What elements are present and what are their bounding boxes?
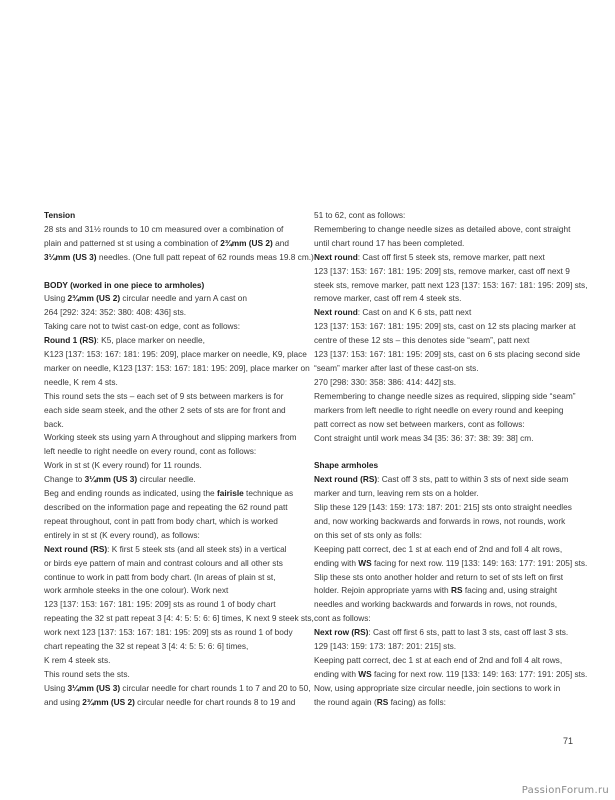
text-line: Now, using appropriate size circular needle, join sections to work in (314, 682, 561, 693)
text-line: 270 [298: 330: 358: 386: 414: 442] sts. (314, 376, 457, 387)
text-line: Next round: Cast on and K 6 sts, patt next (314, 307, 472, 318)
text-line: Slip these sts onto another holder and return to set of sts left on first (314, 571, 564, 582)
text-line: cont as follows: (314, 613, 371, 624)
text-line: Keeping patt correct, dec 1 st at each end of 2nd and foll 4 alt rows, (314, 543, 563, 554)
text-line: continue to work in patt from body chart. (In areas of plain st st, (44, 571, 276, 582)
text-line: Next round (RS): K first 5 steek sts (and all steek sts) in a vertical (44, 543, 287, 554)
text-line: 28 sts and 31½ rounds to 10 cm measured over a combination of (44, 223, 284, 234)
text-line: Remembering to change needle sizes as detailed above, cont straight (314, 223, 571, 234)
text-line: Using 3¼mm (US 3) circular needle for chart rounds 1 to 7 and 20 to 50, (44, 682, 311, 693)
text-line: Change to 3¼mm (US 3) circular needle. (44, 474, 196, 485)
text-line: Taking care not to twist cast-on edge, cont as follows: (44, 321, 240, 332)
text-line: K123 [137: 153: 167: 181: 195: 209], place marker on needle, K9, place (44, 349, 307, 360)
text-line: Next row (RS): Cast off first 6 sts, patt to last 3 sts, cast off last 3 sts. (314, 627, 569, 638)
text-line: each side seam steek, and the other 2 sets of sts are for front and (44, 404, 286, 415)
text-line: This round sets the sts – each set of 9 sts between markers is for (44, 390, 284, 401)
text-line: or birds eye pattern of main and contrast colours and all other sts (44, 557, 283, 568)
shape-armholes-heading: Shape armholes (314, 460, 379, 471)
text-line: ending with WS facing for next row. 119 [133: 149: 163: 177: 191: 205] sts. (314, 557, 588, 568)
text-line: 123 [137: 153: 167: 181: 195: 209] sts, cast on 6 sts placing second side (314, 349, 581, 360)
text-line: work armhole steeks in the one colour). Work next (44, 585, 229, 596)
text-line: steek sts, remove marker, patt next 123 [137: 153: 167: 181: 195: 209] sts, (314, 279, 588, 290)
text-line: ending with WS facing for next row. 119 [133: 149: 163: 177: 191: 205] sts. (314, 668, 588, 679)
left-column (44, 209, 314, 710)
text-line: K rem 4 steek sts. (44, 654, 111, 665)
text-line: markers from left needle to right needle on every round and keeping (314, 404, 564, 415)
text-line: and using 2¾mm (US 2) circular needle for chart rounds 8 to 19 and (44, 696, 296, 707)
text-line: needle, K rem 4 sts. (44, 376, 118, 387)
text-line: Using 2¾mm (US 2) circular needle and yarn A cast on (44, 293, 247, 304)
body-heading: BODY (worked in one piece to armholes) (44, 279, 205, 290)
text-line: 264 [292: 324: 352: 380: 408: 436] sts. (44, 307, 187, 318)
text-line: holder. Rejoin appropriate yarns with RS facing and, using straight (314, 585, 558, 596)
text-line: plain and patterned st st using a combination of 2¾mm (US 2) and (44, 237, 289, 248)
text-line: Cont straight until work meas 34 [35: 36: 37: 38: 39: 38] cm. (314, 432, 534, 443)
text-line: marker and turn, leaving rem sts on a holder. (314, 488, 479, 499)
text-line: until chart round 17 has been completed. (314, 237, 465, 248)
text-line: 51 to 62, cont as follows: (314, 210, 406, 220)
text-line: Keeping patt correct, dec 1 st at each end of 2nd and foll 4 alt rows, (314, 654, 563, 665)
tension-heading: Tension (44, 210, 76, 220)
watermark: PassionForum.ru (521, 785, 609, 796)
text-line: Remembering to change needle sizes as required, slipping side “seam” (314, 390, 576, 401)
text-line: Next round: Cast off first 5 steek sts, remove marker, patt next (314, 251, 545, 262)
text-line: centre of these 12 sts – this denotes side “seam”, patt next (314, 335, 530, 346)
text-line: back. (44, 418, 64, 429)
text-line: work next 123 [137: 153: 167: 181: 195: 209] sts as round 1 of body (44, 627, 293, 638)
text-line: 123 [137: 153: 167: 181: 195: 209] sts, remove marker, cast off next 9 (314, 265, 570, 276)
text-line: “seam” marker after last of these cast-on sts. (314, 362, 479, 373)
text-line: This round sets the sts. (44, 668, 130, 679)
text-line: the round again (RS facing) as folls: (314, 696, 446, 707)
text-line: 129 [143: 159: 173: 187: 201: 215] sts. (314, 641, 457, 652)
text-line: described on the information page and repeating the 62 round patt (44, 502, 288, 513)
text-line: Round 1 (RS): K5, place marker on needle, (44, 335, 205, 346)
right-column (314, 209, 588, 710)
text-line: and, now working backwards and forwards in rows, not rounds, work (314, 515, 566, 526)
text-line: patt correct as now set between markers, cont as follows: (314, 418, 525, 429)
text-line: repeating the 32 st patt repeat 3 [4: 4: 5: 5: 6: 6] times, K next 9 steek sts, (44, 613, 314, 624)
text-line: 3¼mm (US 3) needles. (One full patt repeat of 62 rounds meas 19.8 cm.) (44, 251, 314, 262)
text-line: needles and working backwards and forwards in rows, not rounds, (314, 599, 558, 610)
text-line: Slip these 129 [143: 159: 173: 187: 201: 215] sts onto straight needles (314, 502, 572, 513)
page-number: 71 (563, 736, 574, 746)
text-line: Next round (RS): Cast off 3 sts, patt to within 3 sts of next side seam (314, 474, 569, 485)
text-line: Working steek sts using yarn A throughout and slipping markers from (44, 432, 297, 443)
text-line: repeat throughout, cont in patt from body chart, which is worked (44, 515, 278, 526)
text-line: Beg and ending rounds as indicated, using the fairisle technique as (44, 488, 294, 499)
text-line: Work in st st (K every round) for 11 rounds. (44, 460, 202, 471)
text-line: marker on needle, K123 [137: 153: 167: 181: 195: 209], place marker on (44, 362, 310, 373)
text-line: 123 [137: 153: 167: 181: 195: 209] sts, cast on 12 sts placing marker at (314, 321, 576, 332)
text-line: left needle to right needle on every round, cont as follows: (44, 446, 257, 457)
text-line: on this set of sts only as folls: (314, 529, 422, 540)
text-line: chart repeating the 32 st repeat 3 [4: 4: 5: 5: 6: 6] times, (44, 641, 249, 652)
text-line: 123 [137: 153: 167: 181: 195: 209] sts as round 1 of body chart (44, 599, 276, 610)
text-line: remove marker, cast off rem 4 steek sts. (314, 293, 462, 304)
text-line: entirely in st st (K every round), as follows: (44, 529, 200, 540)
